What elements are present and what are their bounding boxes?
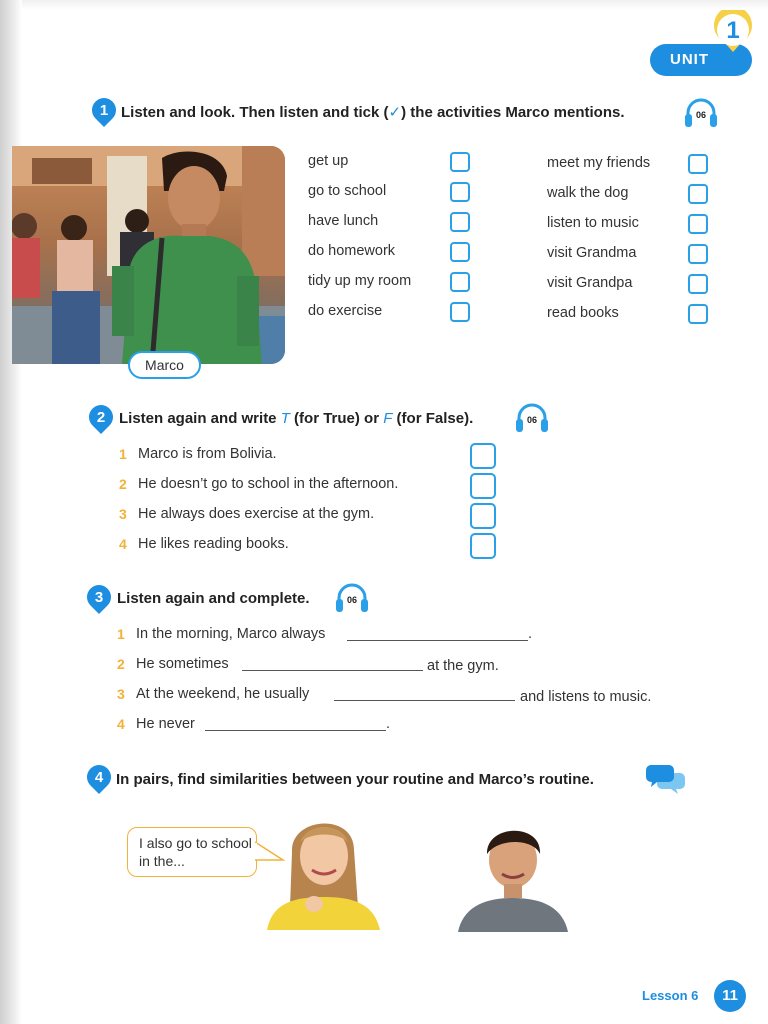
tick-checkbox[interactable] [450, 272, 470, 292]
section-2-heading-b: (for True) or [289, 410, 384, 427]
unit-number: 1 [726, 17, 740, 44]
section-3-number: 3 [94, 589, 104, 606]
sentence-end: . [528, 626, 533, 642]
activity-item: read books [547, 305, 619, 321]
section-4-number: 4 [94, 769, 104, 786]
tick-glyph: ✓ [388, 104, 402, 121]
tick-checkbox[interactable] [688, 274, 708, 294]
track-number: 06 [695, 110, 706, 120]
tick-checkbox[interactable] [450, 302, 470, 322]
tick-checkbox[interactable] [688, 154, 708, 174]
section-2-heading-a: Listen again and write [119, 410, 281, 427]
activity-item: do homework [308, 243, 396, 259]
activity-item: get up [308, 153, 349, 169]
tick-checkbox[interactable] [450, 212, 470, 232]
activity-item: listen to music [547, 215, 639, 231]
item-number: 2 [119, 476, 127, 492]
statement-text: He likes reading books. [138, 536, 289, 552]
section-4-heading: In pairs, find similarities between your routine and Marco’s routine. [116, 771, 594, 788]
activity-item: go to school [308, 183, 387, 199]
tf-answer-box[interactable] [470, 503, 496, 529]
item-number: 2 [117, 656, 125, 672]
statement-text: Marco is from Bolivia. [138, 446, 277, 462]
girl-photo [262, 812, 384, 930]
tick-checkbox[interactable] [688, 304, 708, 324]
tick-checkbox[interactable] [450, 242, 470, 262]
answer-line[interactable] [334, 700, 515, 701]
sentence-end: . [386, 716, 391, 732]
item-number: 3 [117, 686, 125, 702]
activity-item: visit Grandma [547, 245, 637, 261]
sentence-end: and listens to music. [520, 689, 652, 705]
section-1-heading-pre: Listen and look. Then listen and tick ( [121, 104, 389, 121]
page-number: 11 [714, 980, 746, 1012]
activity-item: meet my friends [547, 155, 651, 171]
item-number: 3 [119, 506, 127, 522]
tf-answer-box[interactable] [470, 473, 496, 499]
track-number: 06 [346, 595, 357, 605]
item-number: 1 [119, 446, 127, 462]
section-3-heading: Listen again and complete. [117, 590, 310, 607]
section-1-heading-post: ) the activities Marco mentions. [401, 104, 625, 121]
activity-item: walk the dog [547, 185, 629, 201]
section-1-heading [121, 103, 625, 121]
lesson-label: Lesson 6 [642, 988, 699, 1003]
activity-item: tidy up my room [308, 273, 412, 289]
sentence-start: At the weekend, he usually [136, 686, 310, 702]
item-number: 4 [117, 716, 125, 732]
item-number: 4 [119, 536, 127, 552]
photo-label-marco: Marco [128, 351, 201, 379]
activity-item: have lunch [308, 213, 379, 229]
sentence-start: He never [136, 716, 195, 732]
tf-answer-box[interactable] [470, 533, 496, 559]
tick-checkbox[interactable] [688, 184, 708, 204]
sentence-start: He sometimes [136, 656, 229, 672]
unit-label: UNIT [670, 51, 709, 68]
scan-edge [0, 0, 768, 10]
tick-checkbox[interactable] [450, 182, 470, 202]
speech-bubbles-icon [646, 763, 686, 795]
tick-checkbox[interactable] [688, 244, 708, 264]
statement-text: He doesn’t go to school in the afternoon. [138, 476, 399, 492]
answer-line[interactable] [347, 640, 528, 641]
section-2-heading [119, 410, 473, 427]
item-number: 1 [117, 626, 125, 642]
tick-checkbox[interactable] [688, 214, 708, 234]
false-letter: F [383, 410, 393, 427]
boy-photo [458, 818, 568, 932]
tf-answer-box[interactable] [470, 443, 496, 469]
marco-photo [12, 146, 285, 364]
section-1-number: 1 [99, 102, 109, 119]
true-letter: T [280, 410, 290, 427]
activity-item: do exercise [308, 303, 383, 319]
section-2-number: 2 [96, 409, 106, 426]
speech-bubble-text: I also go to school in the... [139, 835, 252, 869]
statement-text: He always does exercise at the gym. [138, 506, 375, 522]
section-2-heading-c: (for False). [392, 410, 474, 427]
sentence-end: at the gym. [427, 658, 499, 674]
answer-line[interactable] [242, 670, 423, 671]
tick-checkbox[interactable] [450, 152, 470, 172]
answer-line[interactable] [205, 730, 386, 731]
track-number: 06 [526, 415, 537, 425]
sentence-start: In the morning, Marco always [136, 626, 326, 642]
activity-item: visit Grandpa [547, 275, 633, 291]
